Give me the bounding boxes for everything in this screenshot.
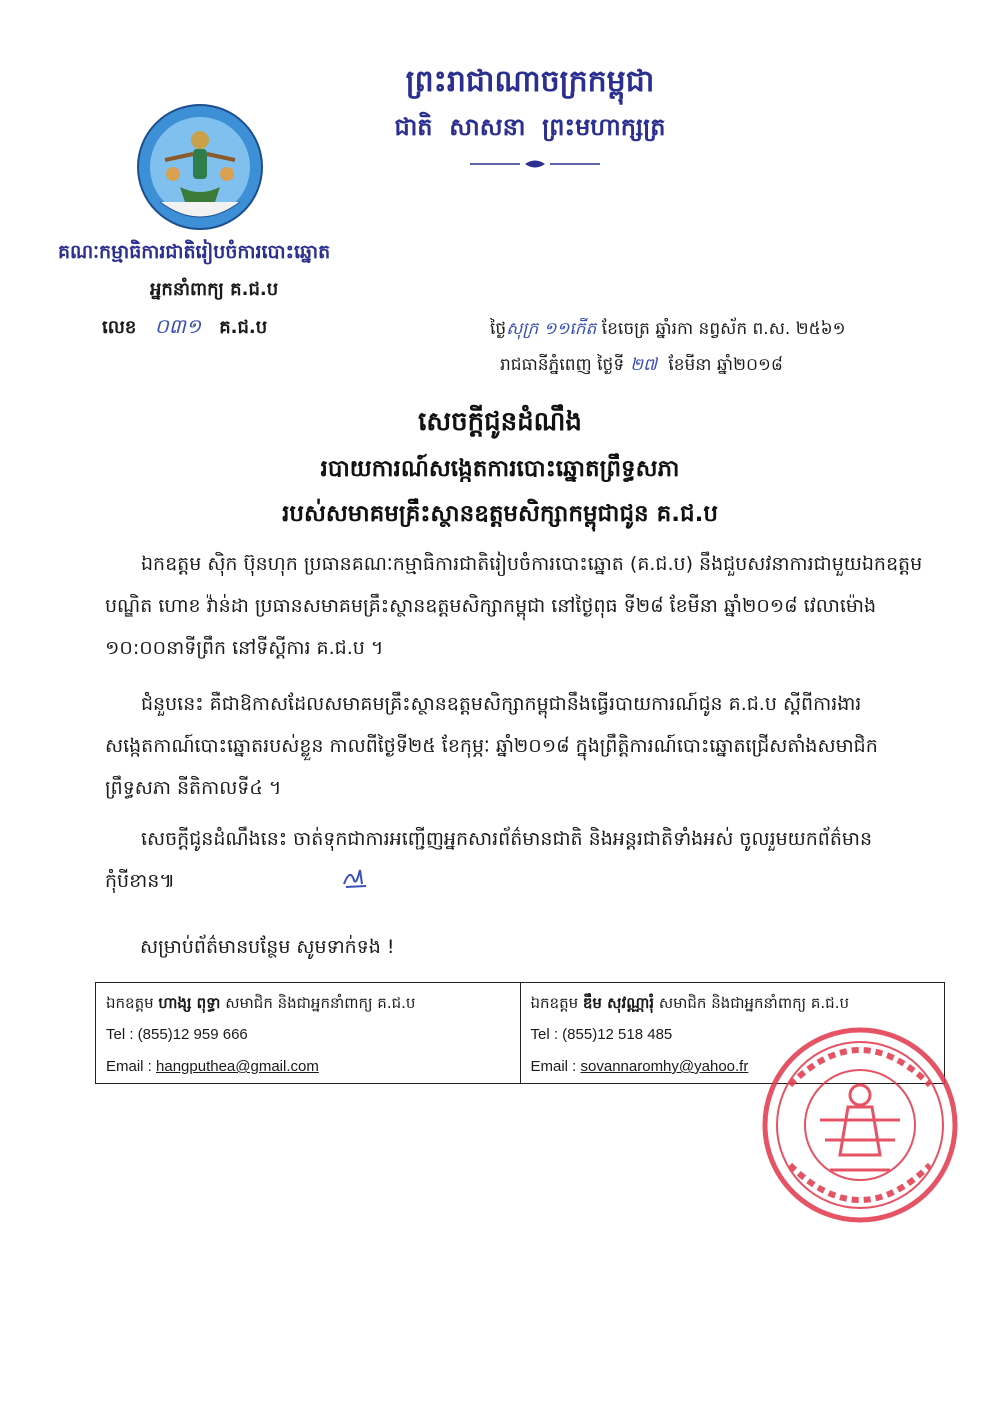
notice-title: សេចក្តីជូនដំណឹង [418,407,582,437]
day-handwritten: ២៧ [630,355,657,375]
paragraph-2-text: ជំនួបនេះ គឺជាឱកាសដែលសមាគមគ្រឹះស្ថានឧត្តមសិក្សាកម្ពុជានឹងធ្វើរបាយការណ៍ជូន គ.ជ.ប ស្តីពីការងារសង្កេតកាណ៍បោះឆ្នោតរបស់ខ្លួន កាលពីថ្ងៃទី២៥ ខែកុម្ភៈ ឆ្នាំ២០១៨ ក្នុងព្រឹត្តិការណ៍បោះឆ្នោតជ្រើសតាំងសមាជិកព្រឹទ្ធសភា នីតិកាលទី៤ ។ [105,693,878,799]
lunar-rest: ខែចេត្រ ឆ្នាំរកា នព្វស័ក ព.ស. ២៥៦១ [601,319,846,339]
kingdom-heading: ព្រះរាជាណាចក្រកម្ពុជា [405,64,655,99]
contact-1-name: ហាង្ស ពុទ្ធា [158,994,221,1012]
lunar-prefix: ថ្ងៃ [490,319,507,339]
contact-2-tel: Tel : (855)12 518 485 [530,1026,673,1043]
number-suffix: គ.ជ.ប [219,317,268,338]
number-value-handwritten: ០៣១ [154,314,201,338]
paragraph-3-text: សេចក្តីជូនដំណឹងនេះ ចាត់ទុកជាការអញ្ជើញអ្នកសារព័ត៌មានជាតិ និងអន្តរជាតិទាំងអស់ ចូលរួមយកព័ត៌មានកុំបីខាន៕ [105,828,873,892]
contact-2-header [531,987,935,1019]
lunar-handwritten: សុក្រ ១១កើត [506,319,597,339]
contact-1 [96,983,520,1083]
reference-number [102,313,267,343]
contact-1-email-link[interactable]: hangputhea@gmail.com [156,1058,319,1075]
subtitle-line-2: របស់សមាគមគ្រឹះស្ថានឧត្តមសិក្សាកម្ពុជាជូន គ.ជ.ប [282,501,718,527]
paragraph-2 [105,683,935,809]
paragraph-1 [105,543,935,669]
number-label: លេខ [102,317,137,338]
org-name: គណៈកម្មាធិការជាតិរៀបចំការបោះឆ្នោត [58,241,331,263]
paragraph-1-text: ឯកឧត្តម សុិក ប៊ុនហុក ប្រធានគណៈកម្មាធិការជាតិរៀបចំការបោះឆ្នោត (គ.ជ.ប) នឹងជួបសវនាការជាមួយឯកឧត្តមបណ្ឌិត ហោខ វ៉ាន់ដា ប្រធានសមាគមគ្រឹះស្ថានឧត្តមសិក្សាកម្ពុជា នៅថ្ងៃពុធ ទី២៨ ខែមីនា ឆ្នាំ២០១៨ វេលាម៉ោង ១០:០០នាទីព្រឹក នៅទីស្តីការ គ.ជ.ប ។ [105,553,923,659]
contact-2-title: ឯកឧត្តម [530,994,579,1012]
city-prefix: រាជធានីភ្នំពេញ ថ្ងៃទី [500,355,625,375]
more-info-text: សម្រាប់ព័ត៌មានបន្ថែម សូមទាក់ទង ! [140,936,395,958]
city-rest: ខែមីនា ឆ្នាំ២០១៨ [668,355,783,375]
spokesperson-label: អ្នកនាំពាក្យ គ.ជ.ប [150,279,279,300]
contact-1-tel: Tel : (855)12 959 666 [106,1026,248,1043]
contact-1-email-row [106,1051,510,1083]
contact-1-header [106,987,510,1019]
motto-heading: ជាតិ សាសនា ព្រះមហាក្សត្រ [394,113,666,141]
contact-2-role: សមាជិក និងជាអ្នកនាំពាក្យ គ.ជ.ប [658,994,849,1012]
city-date [500,354,783,379]
contact-1-email-label: Email : [106,1058,157,1075]
contact-1-title: ឯកឧត្តម [106,994,154,1012]
contact-2-email-label: Email : [530,1058,581,1075]
handwritten-initial [340,860,370,890]
paragraph-3 [105,818,935,902]
lunar-date [490,318,846,343]
contact-1-role: សមាជិក និងជាអ្នកនាំពាក្យ គ.ជ.ប [225,994,416,1012]
official-stamp [760,1025,960,1225]
contact-2-email-link[interactable]: sovannaromhy@yahoo.fr [580,1058,749,1075]
subtitle-line-1: របាយការណ៍សង្កេតការបោះឆ្នោតព្រឹទ្ធសភា [320,456,680,482]
ornament-divider [470,158,600,170]
contact-2-name: ឌឹម សុវណ្ណារុំ [582,994,655,1012]
nec-logo [135,102,265,232]
